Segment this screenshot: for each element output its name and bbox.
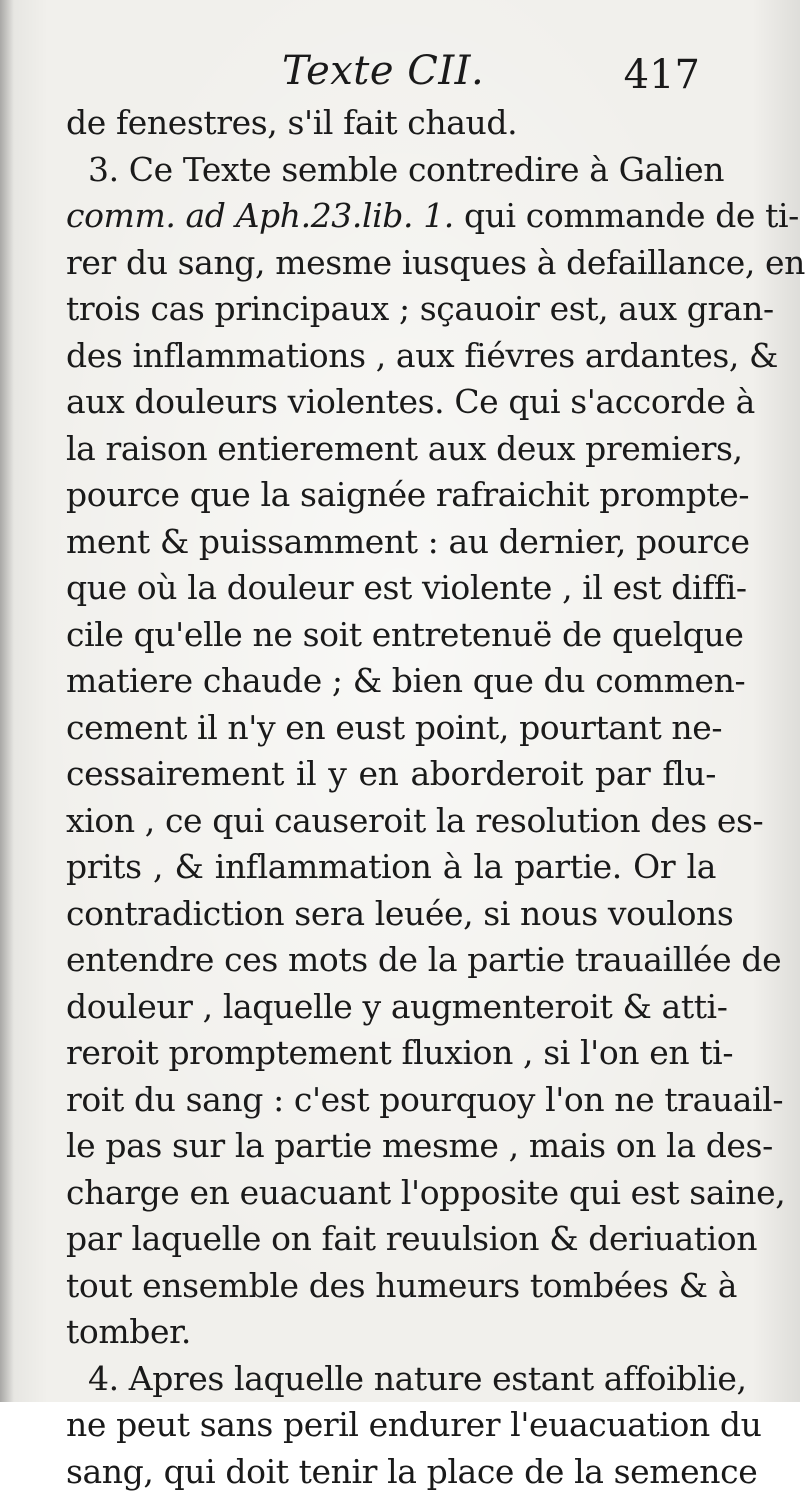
text-line: entendre ces mots de la partie trauaillée de	[66, 937, 716, 984]
text-line: cement il n'y en eust point, pourtant ne-	[66, 705, 716, 752]
text-line: matiere chaude ; & bien que du commen-	[66, 658, 716, 705]
text-line: roit du sang : c'est pourquoy l'on ne trauail-	[66, 1077, 716, 1124]
running-title: Texte CII.	[282, 48, 484, 94]
text-line: douleur , laquelle y augmenteroit & atti-	[66, 984, 716, 1031]
text-line: rer du sang, mesme iusques à defaillance, en	[66, 240, 716, 287]
text-line: la raison entierement aux deux premiers,	[66, 426, 716, 473]
text-line: tout ensemble des humeurs tombées & à	[66, 1263, 716, 1310]
text-line: charge en euacuant l'opposite qui est saine,	[66, 1170, 716, 1217]
text-line: 3. Ce Texte semble contredire à Galien	[66, 147, 716, 194]
text-line: ment & puissamment : au dernier, pource	[66, 519, 716, 566]
text-line: tomber.	[66, 1309, 716, 1356]
citation: comm. ad Aph.23.lib. 1.	[66, 196, 454, 235]
text-line: le pas sur la partie mesme , mais on la des-	[66, 1123, 716, 1170]
text-line: reroit promptement fluxion , si l'on en ti-	[66, 1030, 716, 1077]
page-number: 417	[624, 52, 700, 98]
page-header	[60, 42, 700, 102]
text-line: par laquelle on fait reuulsion & deriuation	[66, 1216, 716, 1263]
text-fragment: qui commande de ti-	[464, 196, 799, 235]
text-line: cile qu'elle ne soit entretenuë de quelque	[66, 612, 716, 659]
text-line: cessairement il y en aborderoit par flu-	[66, 751, 716, 798]
text-line: xion , ce qui causeroit la resolution des es-	[66, 798, 716, 845]
text-line: trois cas principaux ; sçauoir est, aux gran-	[66, 286, 716, 333]
text-line: sang, qui doit tenir la place de la semence	[66, 1449, 716, 1495]
text-line: prits , & inflammation à la partie. Or la	[66, 844, 716, 891]
text-line	[66, 193, 716, 240]
text-line: pource que la saignée rafraichit prompte-	[66, 472, 716, 519]
page-gutter-shadow	[0, 0, 14, 1402]
text-line: de fenestres, s'il fait chaud.	[66, 100, 716, 147]
text-line: contradiction sera leuée, si nous voulons	[66, 891, 716, 938]
text-line: aux douleurs violentes. Ce qui s'accorde à	[66, 379, 716, 426]
text-line: que où la douleur est violente , il est diffi-	[66, 565, 716, 612]
text-line: ne peut sans peril endurer l'euacuation du	[66, 1402, 716, 1449]
text-line: des inflammations , aux fiévres ardantes, &	[66, 333, 716, 380]
body-text	[66, 100, 716, 1495]
text-line: 4. Apres laquelle nature estant affoiblie,	[66, 1356, 716, 1403]
